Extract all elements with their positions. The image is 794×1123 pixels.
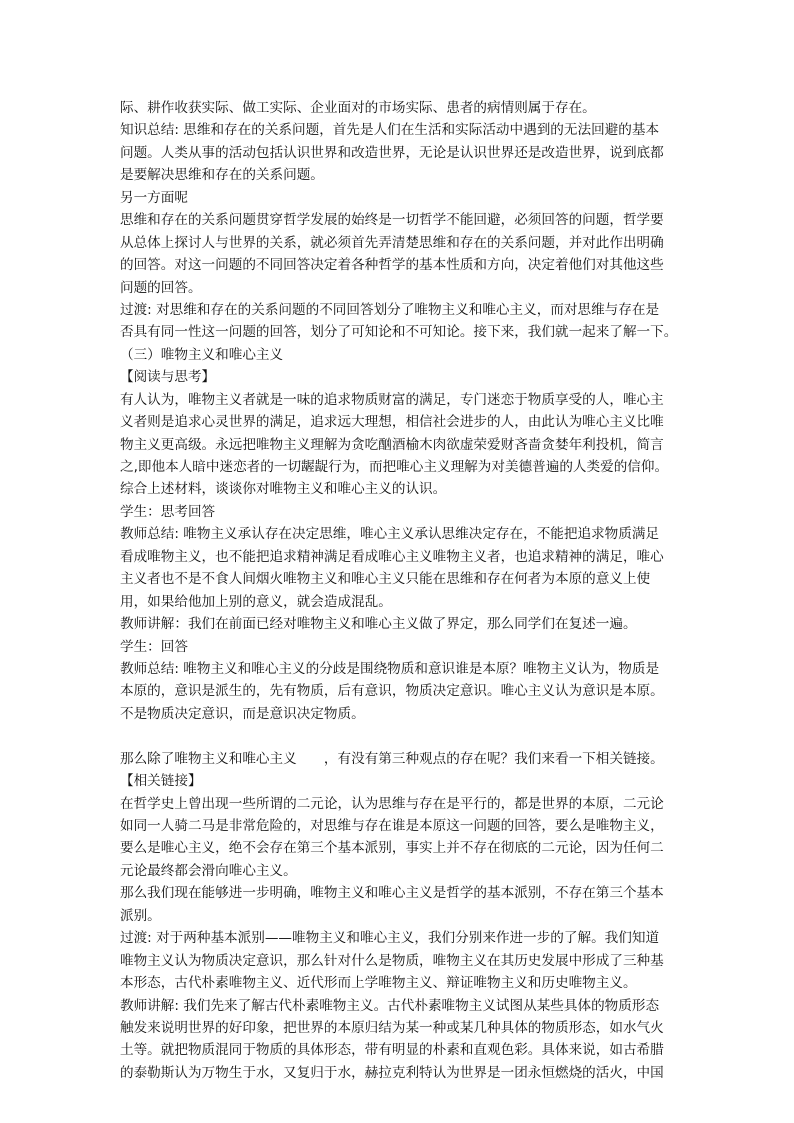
text-line: 触发来说明世界的好印象，把世界的本原归结为某一种或某几种具体的物质形态，如水气火	[120, 1019, 664, 1036]
text-line: 唯物主义认为物质决定意识，那么针对什么是物质，唯物主义在其历史发展中形成了三种基	[120, 952, 664, 969]
text-line: 【相关链接】	[120, 773, 202, 790]
text-line: 主义者也不是不食人间烟火唯物主义和唯心主义只能在思维和存在何者为本原的意义上使	[120, 571, 651, 588]
text-line: 义者则是追求心灵世界的满足，追求远大理想，相信社会进步的人，由此认为唯心主义比唯	[120, 414, 664, 431]
text-line: 问题的回答。	[120, 279, 202, 296]
text-line: 派别。	[120, 907, 161, 924]
text-line: 土等。就把物质混同于物质的具体形态，带有明显的朴素和直观色彩。具体来说，如古希腊	[120, 1042, 664, 1059]
text-line	[120, 725, 680, 747]
text-line: 【阅读与思考】	[120, 369, 216, 386]
text-line: 过渡: 对于两种基本派别——唯物主义和唯心主义，我们分别来作进一步的了解。我们知道	[120, 930, 660, 947]
text-line: 从总体上探讨人与世界的关系，就必须首先弄清楚思维和存在的关系问题，并对此作出明确	[120, 234, 664, 251]
text-line: 综合上述材料，谈谈你对唯物主义和唯心主义的认识。	[120, 481, 447, 498]
text-line: 在哲学史上曾出现一些所谓的二元论，认为思维与存在是平行的，都是世界的本原，二元论	[120, 795, 664, 812]
text-line: 教师总结: 唯物主义承认存在决定思维，唯心主义承认思维决定存在，不能把追求物质满足	[120, 526, 660, 543]
text-line: 元论最终都会滑向唯心主义。	[120, 862, 297, 879]
text-line: 过渡: 对思维和存在的关系问题的不同回答划分了唯物主义和唯心主义，而对思维与存在是	[120, 301, 660, 318]
text-line: 另一方面呢	[120, 189, 188, 206]
text-line: 际、耕作收获实际、做工实际、企业面对的市场实际、患者的病情则属于存在。	[120, 100, 596, 116]
text-line: 如同一人骑二马是非常危险的，对思维与存在谁是本原这一问题的回答，要么是唯物主义，	[120, 818, 664, 834]
text-line: 教师讲解：我们在前面已经对唯物主义和唯心主义做了界定，那么同学们在复述一遍。	[120, 616, 637, 633]
text-line: 是要解决思维和存在的关系问题。	[120, 167, 324, 184]
text-line: 否具有同一性这一问题的回答，划分了可知论和不可知论。接下来，我们就一起来了解一下。	[120, 324, 678, 341]
text-line: 学生：回答	[120, 638, 188, 655]
text-line: 之,即他本人暗中迷恋者的一切龌龊行为，而把唯心主义理解为对美德普遍的人类爱的信仰。	[120, 459, 669, 475]
text-line: 思维和存在的关系问题贯穿哲学发展的始终是一切哲学不能回避，必须回答的问题，哲学要	[120, 212, 664, 229]
text-line: 知识总结: 思维和存在的关系问题，首先是人们在生活和实际活动中遇到的无法回避的基本	[120, 122, 660, 139]
text-line: 要么是唯心主义，绝不会存在第三个基本派别，事实上并不存在彻底的二元论，因为任何二	[120, 840, 664, 857]
text-line: 教师讲解: 我们先来了解古代朴素唯物主义。古代朴素唯物主义试图从某些具体的物质形态	[120, 997, 660, 1014]
text-line: 教师总结: 唯物主义和唯心主义的分歧是围绕物质和意识谁是本原？唯物主义认为，物质是	[120, 660, 660, 677]
text-line: 的泰勒斯认为万物生于水，又复归于水，赫拉克利特认为世界是一团永恒燃烧的活火，中国	[120, 1064, 664, 1081]
text-line: 学生：思考回答	[120, 503, 216, 520]
text-line: 问题。人类从事的活动包括认识世界和改造世界，无论是认识世界还是改造世界，说到底都	[120, 144, 664, 161]
text-line: 那么我们现在能够进一步明确，唯物主义和唯心主义是哲学的基本派别，不存在第三个基本	[120, 885, 664, 902]
text-line: 用，如果给他加上别的意义，就会造成混乱。	[120, 593, 392, 610]
text-line: 有人认为，唯物主义者就是一味的追求物质财富的满足，专门迷恋于物质享受的人，唯心主	[120, 391, 664, 408]
text-line: 看成唯物主义，也不能把追求精神满足看成唯心主义唯物主义者，也追求精神的满足，唯心	[120, 548, 664, 565]
text-line: 的回答。对这一问题的不同回答决定着各种哲学的基本性质和方向，决定着他们对其他这些	[120, 257, 664, 274]
text-line: 物主义更高级。永远把唯物主义理解为贪吃酗酒榆木肉欲虚荣爱财吝啬贪婪年利投机，简言	[120, 436, 664, 453]
text-line: 本原的，意识是派生的，先有物质，后有意识，物质决定意识。唯心主义认为意识是本原。	[120, 683, 664, 700]
text-line: 不是物质决定意识，而是意识决定物质。	[120, 705, 365, 722]
text-line: 本形态，古代朴素唯物主义、近代形而上学唯物主义、辩证唯物主义和历史唯物主义。	[120, 975, 637, 992]
document-body	[120, 97, 680, 1084]
text-line: （三）唯物主义和唯心主义	[120, 346, 284, 363]
text-line: 那么除了唯物主义和唯心主义 ，有没有第三种观点的存在呢？我们来看一下相关链接。	[120, 750, 664, 767]
